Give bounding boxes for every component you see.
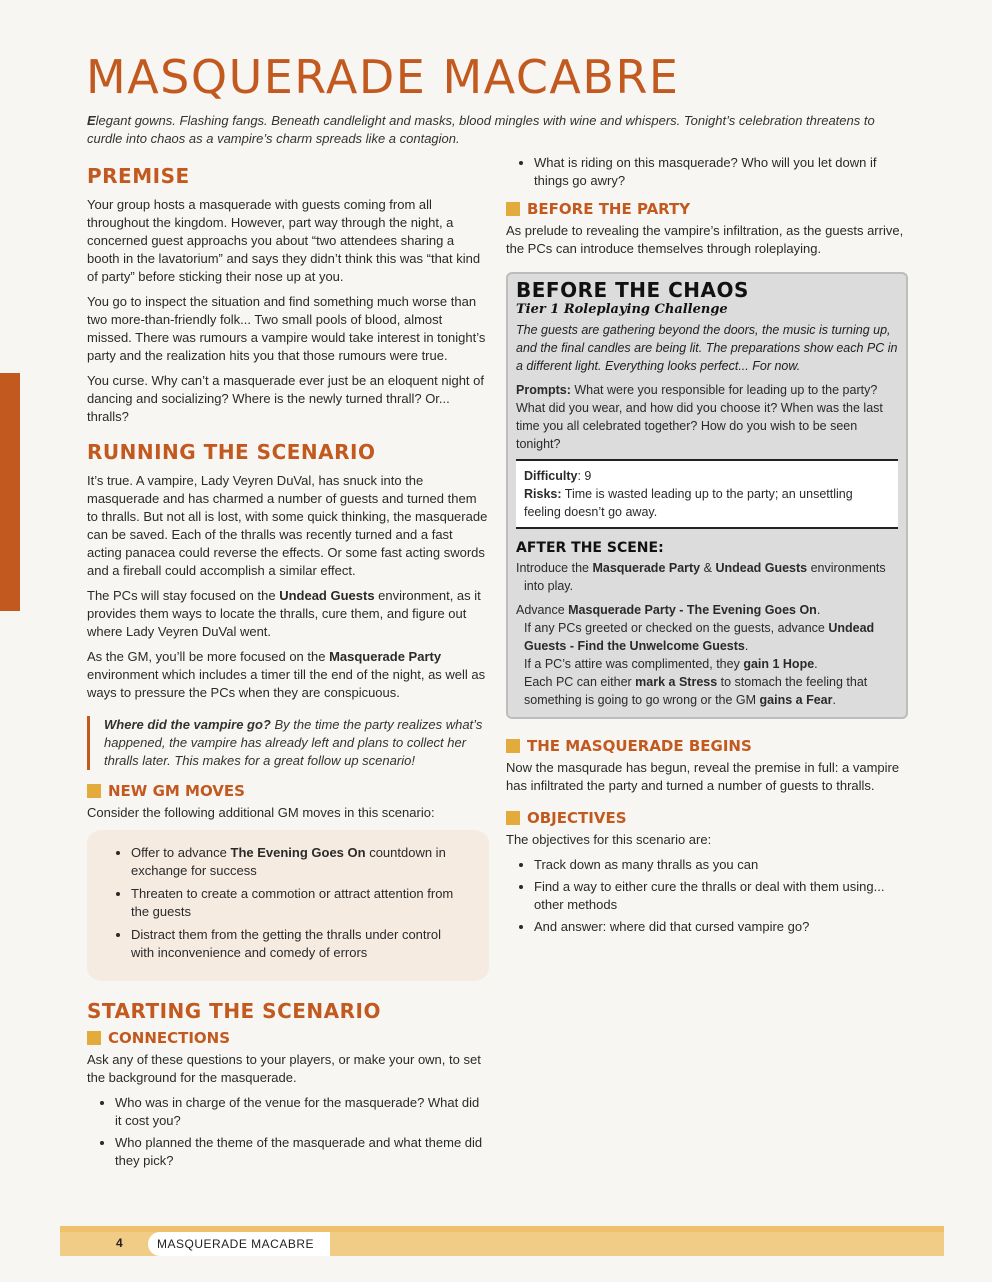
connections-intro: Ask any of these questions to your players, or make your own, to set the background for the masquerade. [87, 1052, 481, 1085]
list-item: • And answer: where did that cursed vampire go? [534, 918, 908, 936]
before-party-heading: BEFORE THE PARTY [506, 200, 908, 218]
square-icon [506, 202, 520, 216]
gm-moves-heading: NEW GM MOVES [87, 782, 489, 800]
left-column [87, 164, 489, 1178]
connections-heading: CONNECTIONS [87, 1029, 489, 1047]
running-section [87, 440, 489, 770]
running-paragraph: The PCs will stay focused on the Undead Guests environment, as it provides them ways to locate the thralls, cure them, and figure out where Lady Veyren DuVal went. [87, 588, 481, 639]
masquerade-begins-text: Now the masqurade has begun, reveal the premise in full: a vampire has infiltrated the party and turned a number of guests to thralls. [506, 760, 900, 793]
gm-moves-section [87, 782, 489, 981]
after-intro: Introduce the Masquerade Party & Undead Guests environments into play. [516, 561, 886, 593]
list-item: • Find a way to either cure the thralls or deal with them using... other methods [534, 878, 908, 914]
running-paragraph: It’s true. A vampire, Lady Veyren DuVal, has snuck into the masquerade and has charmed a number of guests and turned them to thralls. But not all is lost, with some quick thinking, the masquerade can be saved. Each of the thralls was recently turned and a fast acting panacea could reverse the effects. Or some fast acting swords and a fireball could accomplish a similar effect. [87, 473, 488, 578]
chaos-title: BEFORE THE CHAOS [516, 278, 749, 302]
difficulty-risks-panel [516, 459, 898, 529]
after-advance: Advance Masquerade Party - The Evening Goes On. [516, 603, 821, 617]
before-the-chaos-box [506, 272, 908, 719]
running-paragraph: As the GM, you’ll be more focused on the Masquerade Party environment which includes a timer till the end of the night, as well as ways to pressure the PCs when they are conspicuous. [87, 649, 486, 700]
vampire-sidebar: Where did the vampire go? By the time the party realizes what’s happened, the vampire has already left and plans to collect her thralls later. This makes for a great follow up scenario! [87, 716, 489, 770]
running-heading: RUNNING THE SCENARIO [87, 440, 376, 464]
premise-heading: PREMISE [87, 164, 190, 188]
square-icon [506, 739, 520, 753]
right-column [506, 154, 908, 944]
list-item: • Who was in charge of the venue for the masquerade? What did it cost you? [115, 1094, 489, 1130]
chaos-tier: Tier 1 Roleplaying Challenge [516, 302, 728, 317]
square-icon [506, 811, 520, 825]
list-item: • Offer to advance The Evening Goes On countdown in exchange for success [131, 844, 467, 880]
premise-section [87, 164, 489, 426]
after-scene-title: AFTER THE SCENE: [516, 540, 664, 556]
list-item: • Threaten to create a commotion or attract attention from the guests [131, 885, 467, 921]
premise-paragraph: You go to inspect the situation and find something much worse than two more-than-friendly folk... Two small pools of blood, almost missed. There was rumours a vampire would take interest in tonight’s party and the realization hits you that those rumours were true. [87, 294, 486, 363]
chaos-flavor: The guests are gathering beyond the doors, the music is turning up, and the final candles are being lit. The preparations show each PC in a different light. Everything looks perfect... For now. [516, 323, 898, 373]
difficulty: Difficulty: 9 [524, 469, 592, 483]
gm-moves-box [87, 830, 489, 981]
before-party-text: As prelude to revealing the vampire’s infiltration, as the guests arrive, the PCs can introduce themselves through roleplaying. [506, 223, 904, 256]
list-item: • Who planned the theme of the masquerade and what theme did they pick? [115, 1134, 489, 1170]
starting-heading: STARTING THE SCENARIO [87, 999, 381, 1023]
list-item: • Track down as many thralls as you can [534, 856, 908, 874]
masquerade-begins-section [506, 737, 908, 795]
after-line: Each PC can either mark a Stress to stomach the feeling that something is going to go wrong or the GM gains a Fear. [524, 675, 868, 707]
risks: Risks: Time is wasted leading up to the party; an unsettling feeling doesn’t go away. [524, 487, 853, 519]
footer-label: MASQUERADE MACABRE [148, 1232, 330, 1256]
list-item: • What is riding on this masquerade? Who will you let down if things go awry? [534, 154, 908, 190]
page-number: 4 [116, 1236, 123, 1250]
objectives-intro: The objectives for this scenario are: [506, 832, 712, 847]
page-title: MASQUERADE MACABRE [86, 50, 680, 104]
premise-paragraph: You curse. Why can’t a masquerade ever just be an eloquent night of dancing and socializing? Where is the newly turned thrall? Or... thralls? [87, 373, 484, 424]
objectives-section [506, 809, 908, 936]
after-line: If any PCs greeted or checked on the guests, advance Undead Guests - Find the Unwelcome Guests. [524, 621, 875, 653]
chaos-prompts: Prompts: What were you responsible for leading up to the party? What did you wear, and how did you choose it? When was the last time you all celebrated together? How do you wish to be seen tonight? [516, 383, 883, 451]
premise-paragraph: Your group hosts a masquerade with guests coming from all throughout the kingdom. However, part way through the night, a concerned guest approachs you about “two attendees sharing a booth in the lavatorium” and says they didn’t think this was “that kind of party” before sticking their nose up at you. [87, 197, 481, 284]
masquerade-begins-heading: THE MASQUERADE BEGINS [506, 737, 908, 755]
before-party-section [506, 200, 908, 258]
gm-moves-intro: Consider the following additional GM moves in this scenario: [87, 805, 435, 820]
objectives-heading: OBJECTIVES [506, 809, 908, 827]
side-tab [0, 373, 20, 611]
square-icon [87, 1031, 101, 1045]
square-icon [87, 784, 101, 798]
after-line: If a PC’s attire was complimented, they gain 1 Hope. [524, 657, 818, 671]
intro-text: Elegant gowns. Flashing fangs. Beneath candlelight and masks, blood mingles with wine and whispers. Tonight’s celebration threatens to curdle into chaos as a vampire’s charm spreads like a contagion. [87, 113, 875, 146]
starting-section [87, 999, 489, 1170]
list-item: • Distract them from the getting the thralls under control with inconvenience and comedy of errors [131, 926, 467, 962]
